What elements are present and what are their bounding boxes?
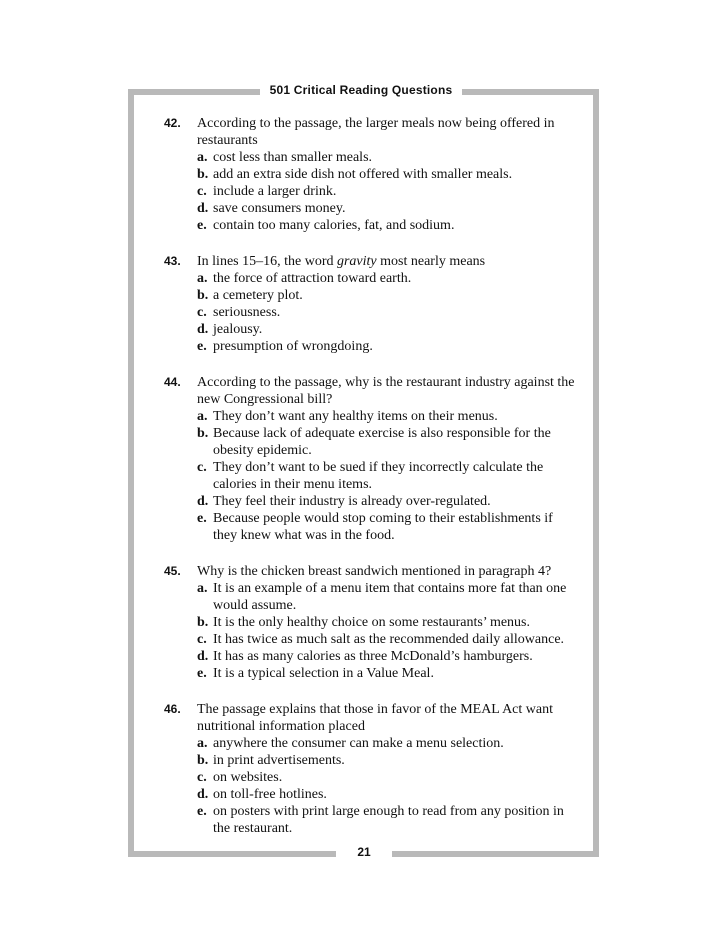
option-letter: b. [197,288,209,303]
option-b [197,287,579,304]
question-42 [164,115,579,234]
option-text: It has as many calories as three McDonald’s hamburgers. [213,649,533,664]
option-list [164,580,579,682]
option-letter: e. [197,218,207,233]
option-text: a cemetery plot. [213,288,303,303]
option-c [197,183,579,200]
option-text: save consumers money. [213,201,346,216]
page-number: 21 [357,845,371,859]
option-text: It has twice as much salt as the recommended daily allowance. [213,632,565,647]
option-text: on posters with print large enough to read from any position in the restaurant. [213,804,564,836]
option-a [197,408,579,425]
option-text: the force of attraction toward earth. [213,271,412,286]
option-letter: a. [197,581,208,596]
option-letter: e. [197,804,207,819]
option-text: contain too many calories, fat, and sodium. [213,218,455,233]
option-c [197,459,579,493]
option-text: seriousness. [213,305,281,320]
option-e [197,665,579,682]
question-46 [164,701,579,837]
option-d [197,200,579,217]
option-letter: c. [197,632,207,647]
option-letter: e. [197,511,207,526]
frame-top-right-rule [462,89,599,95]
option-text: include a larger drink. [213,184,337,199]
question-44 [164,374,579,544]
option-d [197,648,579,665]
question-stem: According to the passage, the larger meals now being offered in restaurants [197,116,555,148]
frame-top-left-rule [128,89,260,95]
frame-left-rule [128,89,134,857]
option-letter: e. [197,339,207,354]
option-text: They feel their industry is already over-regulated. [213,494,491,509]
option-b [197,752,579,769]
option-text: They don’t want any healthy items on their menus. [213,409,498,424]
option-text: jealousy. [213,322,263,337]
option-a [197,735,579,752]
option-d [197,493,579,510]
option-list [164,408,579,544]
option-letter: c. [197,305,207,320]
option-b [197,425,579,459]
option-c [197,769,579,786]
question-stem: The passage explains that those in favor of the MEAL Act want nutritional information placed [197,702,553,734]
option-e [197,217,579,234]
option-text: It is the only healthy choice on some restaurants’ menus. [213,615,530,630]
question-stem: Why is the chicken breast sandwich mentioned in paragraph 4? [197,564,552,579]
option-text: It is an example of a menu item that contains more fat than one would assume. [213,581,567,613]
option-text: They don’t want to be sued if they incorrectly calculate the calories in their menu items. [213,460,544,492]
question-number: 44. [164,375,181,389]
option-letter: b. [197,426,209,441]
option-a [197,270,579,287]
option-e [197,510,579,544]
question-number: 42. [164,116,181,130]
option-text: It is a typical selection in a Value Meal. [213,666,434,681]
option-c [197,631,579,648]
question-list [164,115,579,856]
option-text: on toll-free hotlines. [213,787,327,802]
stem-before: In lines 15–16, the word [197,254,337,269]
question-stem [197,253,579,270]
option-d [197,321,579,338]
option-list [164,735,579,837]
option-text: Because lack of adequate exercise is also responsible for the obesity epidemic. [213,426,551,458]
option-letter: b. [197,167,209,182]
option-list [164,149,579,234]
option-letter: a. [197,271,208,286]
option-a [197,149,579,166]
question-number: 43. [164,254,181,268]
option-letter: c. [197,184,207,199]
option-b [197,166,579,183]
option-text: Because people would stop coming to their establishments if they knew what was in the food. [213,511,553,543]
option-letter: d. [197,787,209,802]
question-43 [164,253,579,355]
option-text: in print advertisements. [213,753,345,768]
option-letter: c. [197,460,207,475]
option-letter: b. [197,615,209,630]
option-d [197,786,579,803]
option-text: on websites. [213,770,283,785]
question-45 [164,563,579,682]
option-letter: d. [197,322,209,337]
option-e [197,803,579,837]
stem-after: most nearly means [376,254,486,269]
option-text: anywhere the consumer can make a menu selection. [213,736,504,751]
option-text: presumption of wrongdoing. [213,339,373,354]
option-letter: a. [197,150,208,165]
option-list [164,270,579,355]
option-letter: e. [197,666,207,681]
option-e [197,338,579,355]
option-letter: a. [197,409,208,424]
option-letter: d. [197,649,209,664]
running-head: 501 Critical Reading Questions [269,83,453,97]
option-letter: a. [197,736,208,751]
option-text: cost less than smaller meals. [213,150,373,165]
option-letter: b. [197,753,209,768]
option-letter: d. [197,494,209,509]
option-c [197,304,579,321]
frame-right-rule [593,89,599,857]
option-b [197,614,579,631]
option-letter: d. [197,201,209,216]
option-letter: c. [197,770,207,785]
option-text: add an extra side dish not offered with smaller meals. [213,167,513,182]
stem-emphasis: gravity [336,254,377,269]
question-number: 45. [164,564,181,578]
question-stem: According to the passage, why is the restaurant industry against the new Congressional bill? [197,375,575,407]
option-a [197,580,579,614]
question-number: 46. [164,702,181,716]
